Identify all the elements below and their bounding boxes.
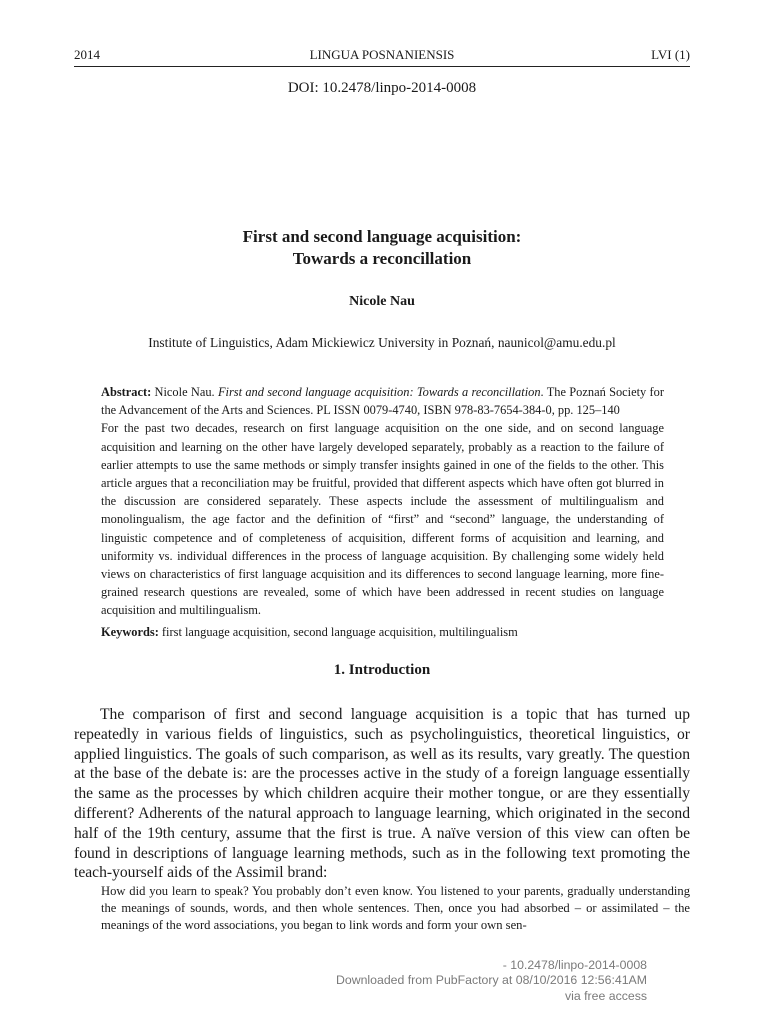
running-head (74, 46, 690, 67)
article-title-line-2: Towards a reconcillation (292, 249, 472, 268)
block-quote-text: How did you learn to speak? You probably don’t even know. You listened to your parents, gradually understanding the meanings of sounds, words, and then whole sentences. Then, once you had absorbed – or assimilated – the meanings of the word associations, you began to link words and form your own sen- (101, 884, 690, 933)
header-volume: LVI (1) (651, 47, 690, 62)
abstract-label: Abstract: (101, 385, 152, 399)
abstract-citation-author: Nicole Nau. (151, 385, 218, 399)
author-affiliation: Institute of Linguistics, Adam Mickiewicz University in Poznań, naunicol@amu.edu.pl (148, 335, 616, 350)
section-heading: 1. Introduction (333, 662, 431, 678)
keywords (101, 623, 664, 641)
abstract-citation-source: . The Poznań Society for the Advancement of the Arts and Sciences. PL ISSN 0079-4740, ISBN 978-83-7654-384-0, pp. 125–140 (101, 385, 664, 418)
abstract-citation-title: First and second language acquisition: Towards a reconcillation (217, 385, 541, 399)
abstract-citation (101, 383, 664, 419)
watermark-doi: - 10.2478/linpo-2014-0008 (502, 958, 647, 972)
keywords-list: first language acquisition, second language acquisition, multilingualism (158, 624, 518, 639)
watermark-access: via free access (564, 988, 647, 1003)
block-quote (101, 883, 690, 935)
article-title (74, 226, 690, 270)
introduction-body (74, 705, 690, 883)
abstract-body: For the past two decades, research on first language acquisition on the one side, and on second language acquisition and learning on the other have largely developed separately, probably as a reaction to the failure of earlier attempts to use the same methods or simply transfer insights gained in one of the fields to the other. This article argues that a reconciliation may be fruitful, provided that different aspects which have often got blurred in the discussion are considered separately. These aspects include the assessment of multilingualism and monolingualism, the age factor and the definition of “first” and “second” language, the understanding of linguistic competence and of completeness of acquisition, different forms of acquisition and learning, and uniformity vs. individual differences in the process of language acquisition. By challenging some widely held views on characteristics of first language acquisition and its differences to second language learning, more fine-grained research questions are revealed, some of which have been addressed in recent studies on language acquisition and multilingualism. (101, 421, 664, 618)
download-watermark (336, 958, 647, 1004)
header-year: 2014 (74, 47, 100, 62)
article-title-line-1: First and second language acquisition: (242, 227, 522, 246)
keywords-label: Keywords: (101, 624, 159, 639)
introduction-paragraph: The comparison of first and second language acquisition is a topic that has turned up repeatedly in various fields of linguistics, such as psycholinguistics, theoretical linguistics, or applied linguistics. The goals of such comparison, as well as its results, vary greatly. The question at the base of the debate is: are the processes active in the study of a foreign language essentially the same as the processes by which children acquire their mother tongue, or are they essentially different? Adherents of the natural approach to language learning, which originated in the second half of the 19th century, assume that the first is true. A naïve version of this view can often be found in descriptions of language learning methods, such as in the following text promoting the teach-yourself aids of the Assimil brand: (74, 706, 690, 882)
abstract-block (101, 383, 664, 641)
header-journal-name: LINGUA POSNANIENSIS (309, 47, 455, 62)
doi: DOI: 10.2478/linpo-2014-0008 (287, 80, 477, 96)
watermark-download-info: Downloaded from PubFactory at 08/10/2016 12:56:41AM (335, 973, 647, 988)
author-name: Nicole Nau (349, 294, 415, 309)
